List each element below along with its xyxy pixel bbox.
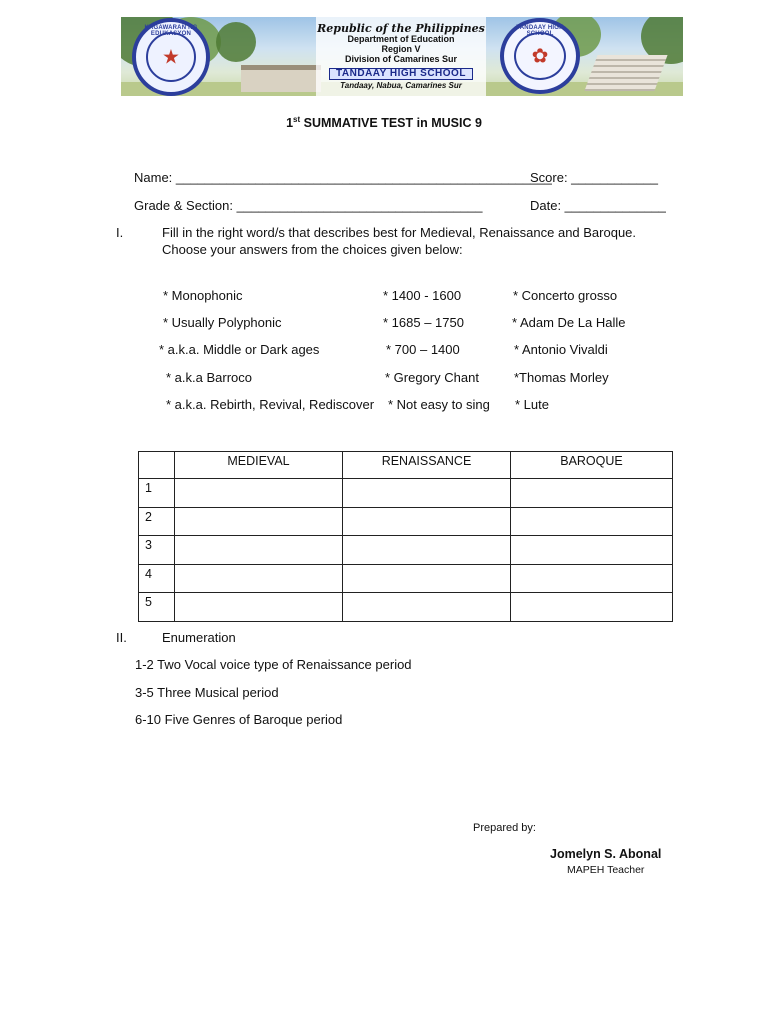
table-row — [139, 564, 673, 593]
answer-cell-medieval[interactable] — [175, 536, 343, 565]
title-text: SUMMATIVE TEST in MUSIC 9 — [300, 116, 482, 131]
banner-building — [241, 65, 321, 92]
header-department: Department of Education — [347, 34, 455, 44]
answer-table — [138, 451, 673, 622]
table-header-baroque: BAROQUE — [511, 452, 673, 479]
title-ordinal: 1 — [286, 116, 294, 131]
header-republic: Republic of the Philippines — [317, 22, 485, 35]
header-school-name: TANDAAY HIGH SCHOOL — [329, 68, 473, 80]
row-number: 3 — [139, 536, 175, 565]
seal-emblem-icon: ✿ — [531, 45, 549, 68]
choice-item: * a.k.a. Middle or Dark ages — [159, 342, 320, 357]
row-number: 4 — [139, 564, 175, 593]
answer-cell-baroque[interactable] — [511, 593, 673, 622]
choice-item: * 700 – 1400 — [386, 342, 460, 357]
answer-cell-baroque[interactable] — [511, 564, 673, 593]
table-row — [139, 507, 673, 536]
row-number: 1 — [139, 479, 175, 508]
choice-item: * Usually Polyphonic — [163, 315, 282, 330]
answer-cell-renaissance[interactable] — [343, 479, 511, 508]
answer-cell-renaissance[interactable] — [343, 536, 511, 565]
school-seal-icon — [500, 18, 580, 94]
choice-item: * 1400 - 1600 — [383, 288, 462, 303]
part2-heading: Enumeration — [162, 630, 236, 645]
table-header-medieval: MEDIEVAL — [175, 452, 343, 479]
answer-cell-baroque[interactable] — [511, 507, 673, 536]
table-header-number — [139, 452, 175, 479]
choice-item: * Not easy to sing — [388, 397, 490, 412]
answer-cell-renaissance[interactable] — [343, 593, 511, 622]
banner-stairs — [584, 55, 667, 91]
choice-item: * Gregory Chant — [385, 370, 479, 385]
header-text-block — [316, 17, 486, 96]
row-number: 5 — [139, 593, 175, 622]
table-row — [139, 479, 673, 508]
teacher-role: MAPEH Teacher — [567, 864, 645, 876]
choice-item: * 1685 – 1750 — [383, 315, 464, 330]
table-header-row — [139, 452, 673, 479]
deped-seal-icon — [132, 18, 210, 96]
answer-cell-renaissance[interactable] — [343, 564, 511, 593]
part1-instruction-line1: Fill in the right word/s that describes best for Medieval, Renaissance and Baroque. — [162, 225, 637, 240]
choice-item: * a.k.a Barroco — [166, 370, 252, 385]
banner-tree — [216, 22, 256, 62]
table-header-renaissance: RENAISSANCE — [343, 452, 511, 479]
enumeration-item: 6-10 Five Genres of Baroque period — [135, 712, 343, 727]
choice-item: * Concerto grosso — [513, 288, 618, 303]
enumeration-item: 3-5 Three Musical period — [135, 685, 279, 700]
seal-left-text: KAGAWARAN NG EDUKASYON — [144, 25, 198, 37]
header-region: Region V — [381, 44, 421, 54]
choice-item: * Antonio Vivaldi — [514, 342, 608, 357]
page-title — [0, 115, 768, 130]
part1-instruction-line2: Choose your answers from the choices given below: — [162, 242, 463, 257]
enumeration-item: 1-2 Two Vocal voice type of Renaissance period — [135, 657, 412, 672]
answer-cell-medieval[interactable] — [175, 593, 343, 622]
choice-item: * Monophonic — [163, 288, 243, 303]
part1-numeral: I. — [116, 225, 124, 240]
teacher-name: Jomelyn S. Abonal — [550, 847, 662, 861]
choice-item: * Lute — [515, 397, 549, 412]
answer-cell-baroque[interactable] — [511, 479, 673, 508]
title-ordinal-suffix: st — [293, 115, 301, 124]
part2-numeral: II. — [116, 630, 127, 645]
choice-item: * Adam De La Halle — [512, 315, 626, 330]
answer-cell-medieval[interactable] — [175, 479, 343, 508]
header-address: Tandaay, Nabua, Camarines Sur — [340, 81, 462, 90]
answer-cell-medieval[interactable] — [175, 507, 343, 536]
choice-item: * a.k.a. Rebirth, Revival, Rediscover — [166, 397, 375, 412]
grade-section-field[interactable]: Grade & Section: __________________________________ — [134, 198, 483, 213]
answer-cell-baroque[interactable] — [511, 536, 673, 565]
answer-cell-medieval[interactable] — [175, 564, 343, 593]
table-row — [139, 593, 673, 622]
seal-torch-icon: ★ — [162, 46, 180, 69]
seal-right-text: TANDAAY HIGH SCHOOL — [516, 25, 564, 37]
answer-cell-renaissance[interactable] — [343, 507, 511, 536]
date-field[interactable]: Date: ______________ — [530, 198, 666, 213]
choice-item: *Thomas Morley — [514, 370, 609, 385]
score-field[interactable]: Score: ____________ — [530, 170, 658, 185]
name-field[interactable]: Name: ____________________________________________________ — [134, 170, 552, 185]
prepared-by-label: Prepared by: — [473, 822, 536, 834]
header-division: Division of Camarines Sur — [344, 54, 458, 64]
row-number: 2 — [139, 507, 175, 536]
table-row — [139, 536, 673, 565]
